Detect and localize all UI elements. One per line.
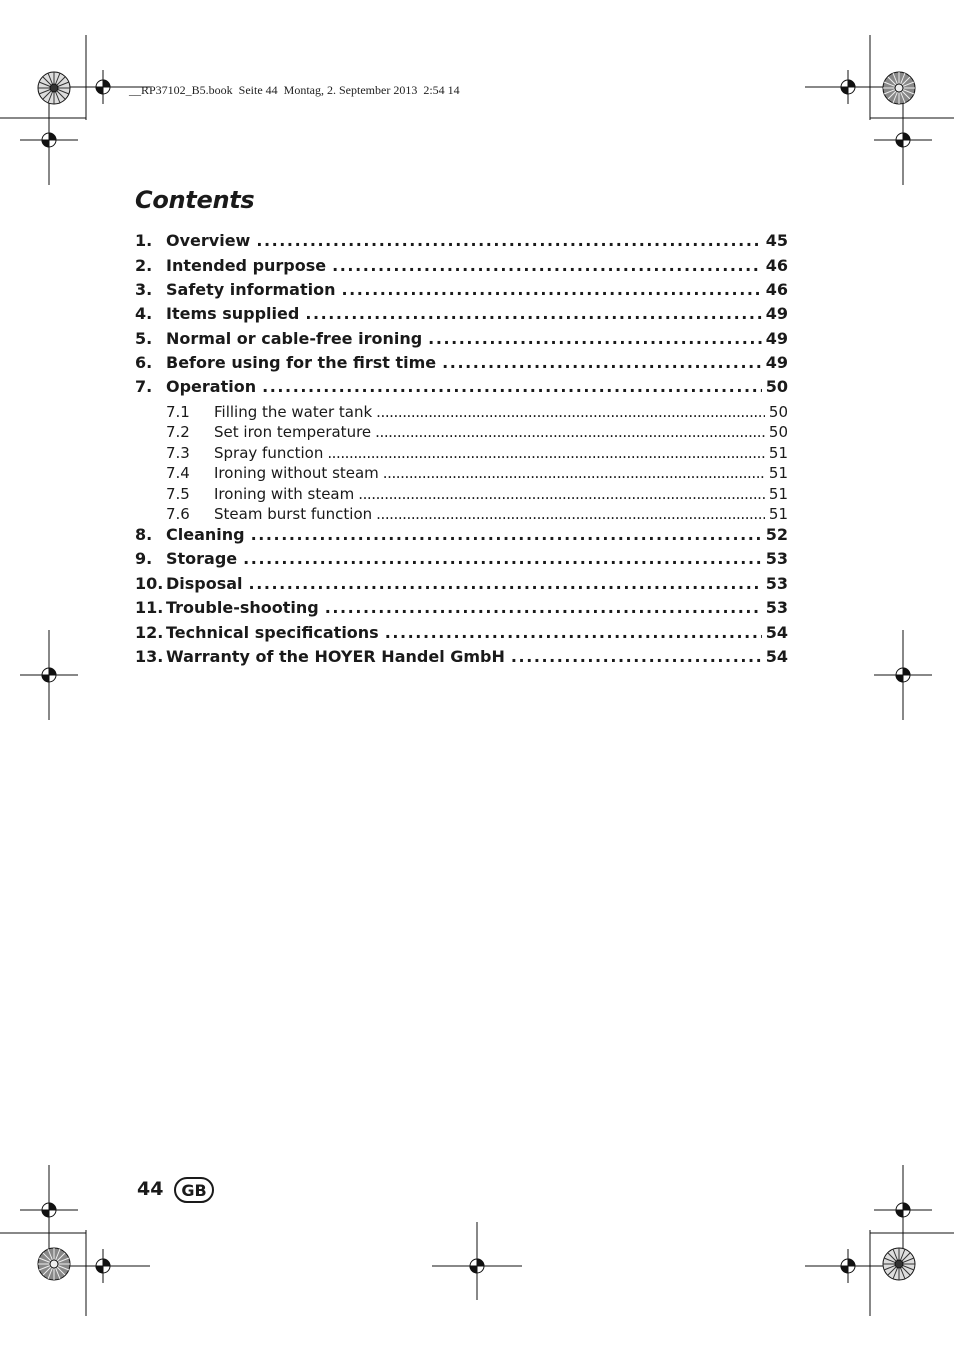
toc-entry-page: 51 [768, 505, 788, 523]
dot-leader [325, 598, 762, 617]
toc-entry-page: 53 [765, 598, 788, 617]
toc-entry-page: 49 [765, 304, 788, 323]
dot-leader [442, 353, 762, 372]
dot-leader [243, 549, 762, 568]
toc-entry-label: Storage [166, 549, 238, 568]
star-target-icon [38, 72, 70, 104]
dot-leader [341, 280, 761, 299]
toc-entry-page: 54 [765, 647, 788, 666]
toc-entry-label: Technical specifications [166, 623, 379, 642]
toc-entry-number: 5. [135, 329, 153, 348]
toc-entry-number: 7.3 [166, 444, 190, 462]
toc-entry-page: 54 [765, 623, 788, 642]
toc-entry-number: 7. [135, 377, 153, 396]
dot-leader [327, 444, 765, 462]
toc-subentry[interactable] [135, 505, 788, 525]
star-target-icon [883, 72, 915, 104]
toc-entry-label: Filling the water tank [214, 403, 373, 421]
registration-mark-icon [805, 1249, 895, 1283]
dot-leader [305, 304, 761, 323]
toc-entry-label: Operation [166, 377, 257, 396]
toc-entry-page: 50 [768, 403, 788, 421]
registration-mark-icon [20, 659, 78, 691]
toc-entry-page: 53 [765, 549, 788, 568]
toc-entry-label: Ironing without steam [214, 464, 379, 482]
star-target-icon [883, 1248, 915, 1280]
toc-entry-page: 51 [768, 485, 788, 503]
dot-leader [358, 485, 765, 503]
toc-entry-number: 7.6 [166, 505, 190, 523]
dot-leader [375, 423, 765, 441]
page-number: 44 [137, 1178, 164, 1200]
toc-entry-label: Before using for the first time [166, 353, 437, 372]
registration-mark-icon [20, 124, 78, 156]
dot-leader [262, 377, 762, 396]
page-title: Contents [135, 186, 255, 214]
toc-entry-page: 49 [765, 353, 788, 372]
registration-mark-icon [874, 1194, 932, 1226]
dot-leader [376, 505, 765, 523]
toc-entry[interactable] [135, 304, 788, 326]
toc-entry-label: Intended purpose [166, 256, 327, 275]
dot-leader [249, 574, 762, 593]
toc-entry-label: Spray function [214, 444, 324, 462]
toc-entry-page: 51 [768, 464, 788, 482]
toc-entry[interactable] [135, 231, 788, 253]
dot-leader [385, 623, 762, 642]
toc-subentry[interactable] [135, 464, 788, 484]
toc-subentry[interactable] [135, 403, 788, 423]
toc-entry-number: 2. [135, 256, 153, 275]
dot-leader [376, 403, 765, 421]
toc-entry-number: 7.4 [166, 464, 190, 482]
toc-entry-number: 10. [135, 574, 164, 593]
registration-mark-icon [874, 659, 932, 691]
print-header: __RP37102_B5.book Seite 44 Montag, 2. September 2013 2:54 14 [129, 83, 460, 97]
toc-subentry[interactable] [135, 423, 788, 443]
toc-entry-label: Normal or cable-free ironing [166, 329, 423, 348]
dot-leader [251, 525, 762, 544]
toc-entry-number: 7.2 [166, 423, 190, 441]
toc-entry-label: Warranty of the HOYER Handel GmbH [166, 647, 505, 666]
toc-entry-number: 6. [135, 353, 153, 372]
toc-entry-label: Overview [166, 231, 251, 250]
toc-entry-page: 49 [765, 329, 788, 348]
toc-entry[interactable] [135, 353, 788, 375]
toc-entry-label: Cleaning [166, 525, 245, 544]
toc-entry-page: 50 [765, 377, 788, 396]
language-badge: GB [174, 1177, 214, 1203]
toc-entry-number: 13. [135, 647, 164, 666]
toc-entry-label: Steam burst function [214, 505, 373, 523]
toc-entry-page: 45 [765, 231, 788, 250]
toc-entry-label: Ironing with steam [214, 485, 355, 503]
toc-entry-number: 9. [135, 549, 153, 568]
toc-subentry[interactable] [135, 485, 788, 505]
toc-entry-number: 12. [135, 623, 164, 642]
dot-leader [332, 256, 762, 275]
registration-mark-icon [60, 70, 150, 104]
dot-leader [428, 329, 762, 348]
toc-entry-page: 50 [768, 423, 788, 441]
registration-mark-icon [874, 124, 932, 156]
registration-mark-icon [805, 70, 895, 104]
toc-entry-number: 3. [135, 280, 153, 299]
toc-entry-page: 51 [768, 444, 788, 462]
toc-entry-label: Items supplied [166, 304, 300, 323]
toc-entry-page: 52 [765, 525, 788, 544]
toc-subentry[interactable] [135, 444, 788, 464]
star-target-icon [38, 1248, 70, 1280]
toc-entry-number: 7.1 [166, 403, 190, 421]
toc-entry[interactable] [135, 647, 788, 669]
toc-entry-number: 7.5 [166, 485, 190, 503]
toc-entry[interactable] [135, 574, 788, 596]
toc-entry[interactable] [135, 329, 788, 351]
dot-leader [383, 464, 765, 482]
toc-entry-page: 46 [765, 280, 788, 299]
registration-mark-icon [60, 1249, 150, 1283]
toc-entry-page: 53 [765, 574, 788, 593]
toc-entry[interactable] [135, 280, 788, 302]
toc-entry-number: 4. [135, 304, 153, 323]
toc-entry[interactable] [135, 549, 788, 571]
registration-mark-icon [432, 1222, 522, 1300]
toc-entry-label: Safety information [166, 280, 336, 299]
toc-entry[interactable] [135, 598, 788, 620]
toc-entry-number: 8. [135, 525, 153, 544]
toc-entry-number: 1. [135, 231, 153, 250]
toc-entry-page: 46 [765, 256, 788, 275]
toc-entry[interactable] [135, 525, 788, 547]
toc-entry-number: 11. [135, 598, 164, 617]
dot-leader [256, 231, 761, 250]
toc-entry-label: Trouble-shooting [166, 598, 319, 617]
toc-entry-label: Set iron temperature [214, 423, 372, 441]
dot-leader [511, 647, 762, 666]
toc-entry[interactable] [135, 256, 788, 278]
toc-entry-label: Disposal [166, 574, 243, 593]
registration-mark-icon [20, 1194, 78, 1226]
toc-entry[interactable] [135, 377, 788, 399]
toc-entry[interactable] [135, 623, 788, 645]
